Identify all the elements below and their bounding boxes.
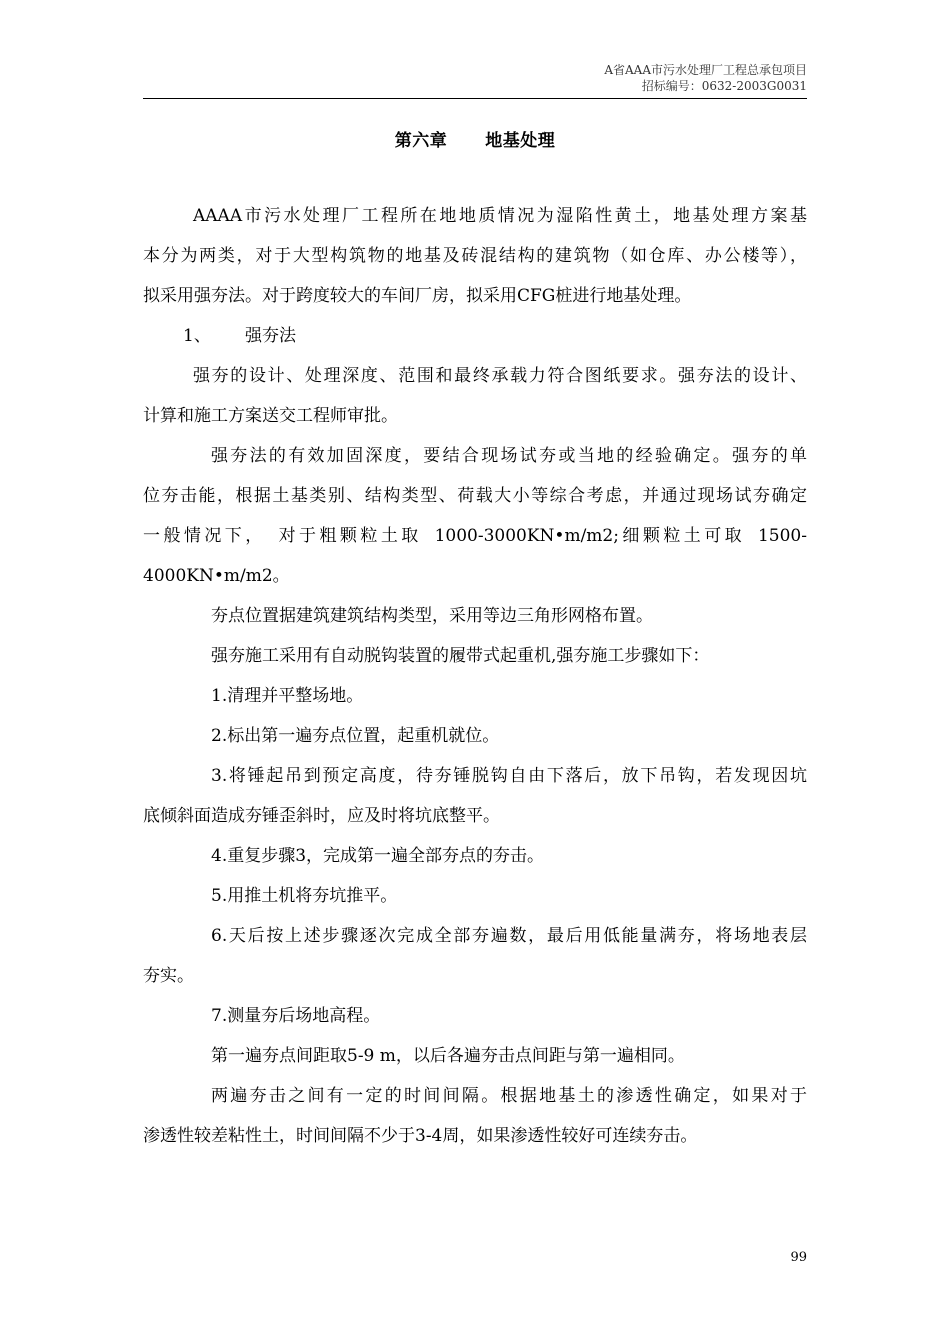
header-divider [143, 98, 807, 99]
running-header [604, 62, 807, 94]
layout-paragraph: 夯点位置据建筑建筑结构类型，采用等边三角形网格布置。 [211, 606, 653, 626]
step-item-line: 6.天后按上述步骤逐次完成全部夯遍数，最后用低能量满夯，将场地表层 [211, 926, 807, 946]
step-item-line: 底倾斜面造成夯锤歪斜时，应及时将坑底整平。 [143, 806, 500, 826]
document-body [143, 196, 807, 1156]
depth-paragraph-line: 一般情况下， 对于粗颗粒土取 1000-3000KN•m/m2;细颗粒土可取 1500- [143, 526, 807, 546]
step-item-line: 夯实。 [143, 966, 194, 986]
intro-paragraph-line: AAAA市污水处理厂工程所在地地质情况为湿陷性黄土，地基处理方案基 [193, 206, 807, 226]
depth-paragraph-line: 强夯法的有效加固深度，要结合现场试夯或当地的经验确定。强夯的单 [211, 446, 807, 466]
chapter-heading [0, 126, 950, 151]
step-item: 2.标出第一遍夯点位置，起重机就位。 [211, 726, 500, 746]
step-item: 7.测量夯后场地高程。 [211, 1006, 381, 1026]
section-title: 强夯法 [245, 326, 296, 346]
interval-paragraph-line: 渗透性较差粘性土，时间间隔不少于3-4周，如果渗透性较好可连续夯击。 [143, 1126, 698, 1146]
page-number: 99 [790, 1250, 807, 1265]
design-paragraph-line: 强夯的设计、处理深度、范围和最终承载力符合图纸要求。强夯法的设计、 [193, 366, 807, 386]
header-project-title: A省AAA市污水处理厂工程总承包项目 [604, 63, 807, 77]
chapter-title: 地基处理 [485, 131, 556, 151]
step-item: 5.用推土机将夯坑推平。 [211, 886, 398, 906]
step-item: 1.清理并平整场地。 [211, 686, 364, 706]
section-number: 1、 [183, 326, 211, 346]
interval-paragraph-line: 两遍夯击之间有一定的时间间隔。根据地基土的渗透性确定，如果对于 [211, 1086, 807, 1106]
section-heading [143, 316, 807, 356]
intro-paragraph-line: 本分为两类，对于大型构筑物的地基及砖混结构的建筑物（如仓库、办公楼等）， [143, 246, 807, 266]
design-paragraph-line: 计算和施工方案送交工程师审批。 [143, 406, 398, 426]
depth-paragraph-line: 4000KN•m/m2。 [143, 566, 290, 586]
chapter-number: 第六章 [394, 131, 448, 151]
spacing-paragraph: 第一遍夯点间距取5-9 m，以后各遍夯击点间距与第一遍相同。 [211, 1046, 685, 1066]
step-item-line: 3.将锤起吊到预定高度，待夯锤脱钩自由下落后，放下吊钩，若发现因坑 [211, 766, 807, 786]
depth-paragraph-line: 位夯击能，根据土基类别、结构类型、荷载大小等综合考虑，并通过现场试夯确定 [143, 486, 807, 506]
steps-intro-paragraph: 强夯施工采用有自动脱钩装置的履带式起重机,强夯施工步骤如下： [211, 646, 710, 666]
header-tender-number: 招标编号：0632-2003G0031 [641, 79, 807, 93]
intro-paragraph-line: 拟采用强夯法。对于跨度较大的车间厂房，拟采用CFG桩进行地基处理。 [143, 286, 692, 306]
step-item: 4.重复步骤3，完成第一遍全部夯点的夯击。 [211, 846, 545, 866]
